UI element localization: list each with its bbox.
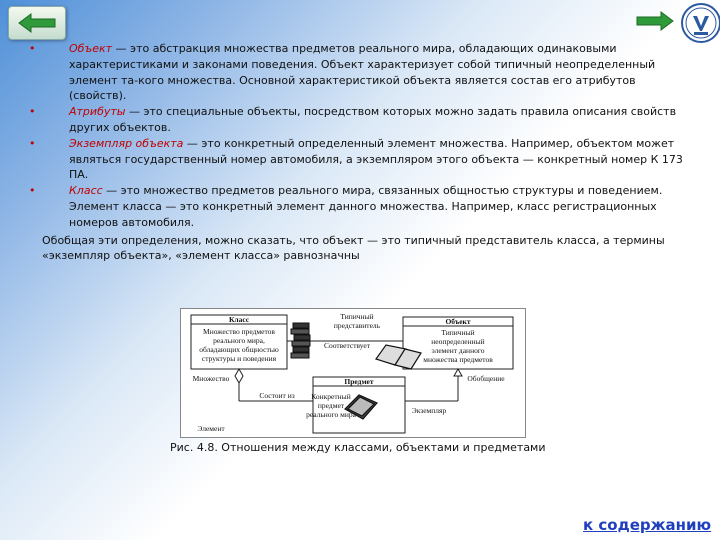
generalization-label: Обобщение [467,374,505,383]
class-line: Множество предметов [203,327,275,336]
object-box-title: Объект [445,317,471,326]
term: Класс [69,184,103,198]
typical-rep-label: представитель [333,321,381,330]
bullet-icon: • [29,105,36,119]
typical-rep-label: Типичный [340,312,374,321]
bullet-icon: • [29,42,36,55]
object-line: Типичный [441,328,475,337]
object-line: неопределенный [431,337,485,346]
class-box-title: Класс [228,315,250,324]
object-line: элемент данного [431,346,485,355]
arrow-left-icon [17,12,57,34]
forward-button[interactable] [634,10,676,32]
back-button[interactable] [8,6,66,40]
relations-diagram [180,308,526,438]
term: Атрибуты [69,105,126,119]
item-line: Конкретный [311,392,351,401]
item-line: реального мира [306,410,356,419]
figure-caption: Рис. 4.8. Отношения между классами, объектами и предметами [170,441,546,454]
definition-object [29,41,688,104]
item-line: предмет [317,401,345,410]
class-line: реального мира, [213,336,265,345]
arrow-right-icon [635,10,675,32]
book-stack-icon [291,323,310,358]
definition-instance [29,136,688,183]
definition-text: — это специальные объекты, посредством которых можно задать правила описания свойств других объектов. [69,105,677,134]
object-line: множества предметов [423,355,493,364]
consists-of-label: Состоит из [259,391,295,400]
class-line: структуры и поведения [201,354,277,363]
corresponds-label: Соответствует [323,341,371,350]
item-box-title: Предмет [344,377,374,386]
definitions-text [29,41,688,264]
table-of-contents-link[interactable]: к содержанию [583,516,712,534]
term: Экземпляр объекта [69,136,184,150]
definition-text: — это конкретный определенный элемент множества. Например, объектом может являться государственный номер автомобиля, а экземпляром этого объекта — конкретный номер К 173 ПА. [69,136,683,182]
bullet-icon: • [29,184,36,198]
class-line: обладающих общностью [199,345,279,354]
instance-label: Экземпляр [411,406,447,415]
open-book-icon [376,345,421,369]
set-label: Множество [192,374,230,383]
diagram-canvas [181,309,525,437]
term: Объект [69,42,113,55]
definition-attributes [29,104,688,136]
university-logo [681,3,720,43]
bullet-icon: • [29,136,36,150]
logo-emblem-icon [685,7,717,39]
definition-text: — это абстракция множества предметов реального мира, обладающих одинаковыми характеристиками и законами поведения. Объект характеризует собой типичный неопределенный элемент та-кого множества. Основной характеристикой объекта является состав его атрибутов (свойств). [69,42,656,103]
definition-text: — это множество предметов реального мира, связанных общностью структуры и поведением. Элемент класса — это конкретный элемент данного множества. Например, класс регистрационных номеров автомобиля. [69,184,663,229]
summary-paragraph: Обобщая эти определения, можно сказать, что объект — это типичный представитель класса, а термины «экземпляр объекта», «элемент класса» равнозначны [42,233,665,263]
element-label: Элемент [197,424,225,433]
definition-class [29,183,688,230]
